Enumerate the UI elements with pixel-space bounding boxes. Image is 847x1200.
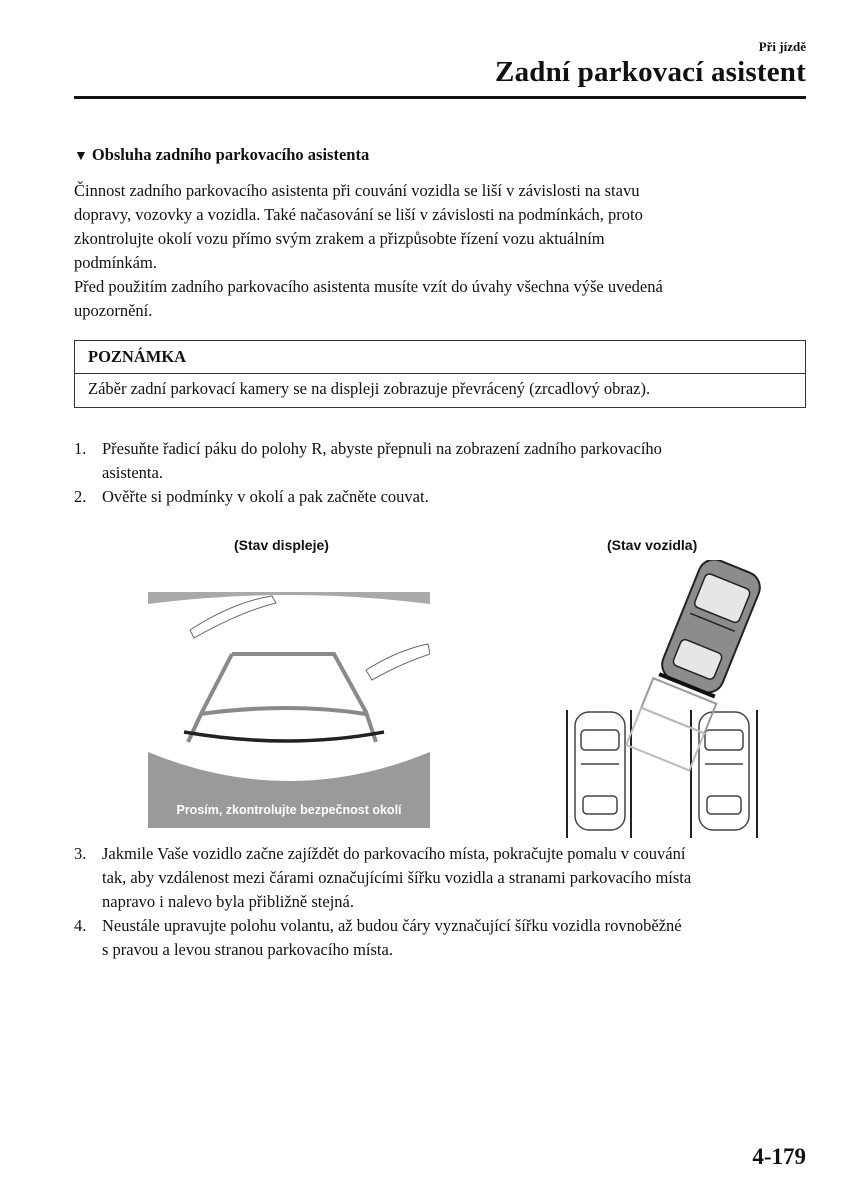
step-line: asistenta.: [102, 463, 163, 482]
list-item: [74, 842, 814, 914]
step-number: 4.: [74, 916, 87, 935]
intro-line: Před použitím zadního parkovacího asistenta musíte vzít do úvahy všechna výše uvedená: [74, 277, 663, 296]
list-item: [74, 485, 814, 509]
step-number: 3.: [74, 844, 87, 863]
note-heading: POZNÁMKA: [75, 341, 805, 374]
step-line: Neustále upravujte polohu volantu, až budou čáry vyznačující šířku vozidla rovnoběžné: [102, 916, 682, 935]
steps-list-a: [74, 437, 814, 509]
steps-list-b: [74, 842, 814, 962]
subsection-heading: [74, 145, 369, 165]
step-line: tak, aby vzdálenost mezi čárami označujícími šířku vozidla a stranami parkovacího místa: [102, 868, 692, 887]
list-item: [74, 914, 814, 962]
step-line: s pravou a levou stranou parkovacího místa.: [102, 940, 393, 959]
camera-display-illustration: [148, 592, 430, 828]
step-number: 2.: [74, 487, 87, 506]
subsection-title: Obsluha zadního parkovacího asistenta: [91, 145, 370, 164]
display-safety-message: Prosím, zkontrolujte bezpečnost okolí: [176, 803, 402, 817]
section-label: Při jízdě: [758, 39, 806, 54]
display-state-caption: (Stav displeje): [234, 537, 329, 553]
step-line: napravo i nalevo byla přibližně stejná.: [102, 892, 354, 911]
intro-line: upozornění.: [74, 301, 153, 320]
intro-line: dopravy, vozovky a vozidla. Také načasování se liší v závislosti na podmínkách, proto: [74, 205, 643, 224]
list-item: [74, 437, 814, 485]
triangle-marker-icon: ▼: [74, 149, 88, 164]
step-line: Jakmile Vaše vozidlo začne zajíždět do parkovacího místa, pokračujte pomalu v couvání: [102, 844, 686, 863]
step-number: 1.: [74, 439, 87, 458]
step-line: Přesuňte řadicí páku do polohy R, abyste přepnuli na zobrazení zadního parkovacího: [102, 439, 662, 458]
intro-line: podmínkám.: [74, 253, 157, 272]
title-rule: [74, 96, 806, 99]
camera-view-graphic: [148, 592, 430, 828]
page-title: Zadní parkovací asistent: [495, 56, 806, 88]
vehicle-state-illustration: [555, 560, 815, 842]
page-number: 4-179: [752, 1144, 806, 1169]
intro-line: zkontrolujte okolí vozu přímo svým zrakem a přizpůsobte řízení vozu aktuálním: [74, 229, 605, 248]
note-text: Záběr zadní parkovací kamery se na displeji zobrazuje převrácený (zrcadlový obraz).: [88, 379, 651, 398]
intro-paragraph: [74, 179, 814, 323]
note-box: [74, 340, 806, 408]
parking-scene-graphic: [555, 560, 815, 842]
step-line: Ověřte si podmínky v okolí a pak začněte couvat.: [102, 487, 429, 506]
intro-line: Činnost zadního parkovacího asistenta při couvání vozidla se liší v závislosti na stavu: [74, 181, 640, 200]
vehicle-state-caption: (Stav vozidla): [607, 537, 698, 553]
